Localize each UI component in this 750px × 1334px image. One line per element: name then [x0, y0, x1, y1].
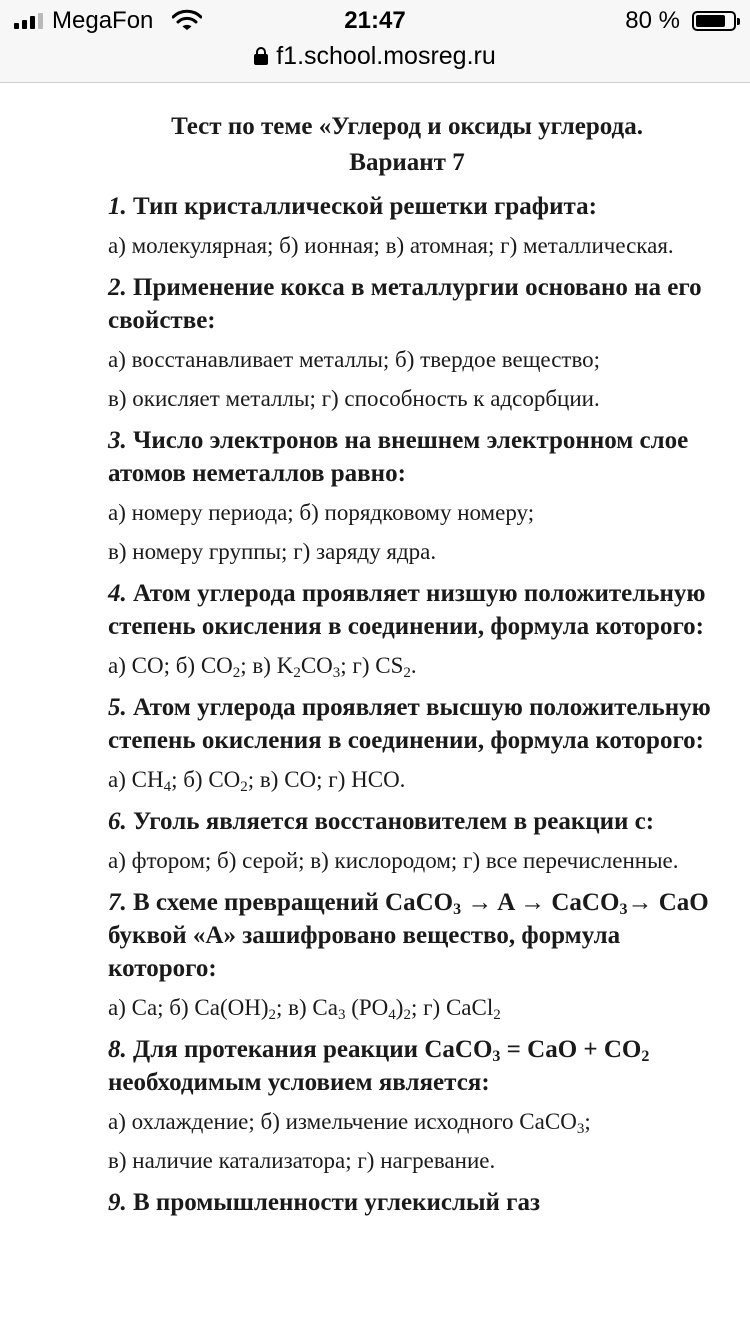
answer-options: в) наличие катализатора; г) нагревание.	[108, 1148, 496, 1173]
subscript: 2	[232, 665, 241, 681]
subscript: 3	[492, 1048, 501, 1065]
subscript: 4	[163, 779, 172, 795]
subscript: 3	[453, 901, 462, 918]
document	[108, 109, 718, 1219]
subscript: 2	[493, 1007, 501, 1023]
question-text: Атом углерода проявляет низшую положительную степень окисления в соединении, формула которого:	[108, 580, 706, 640]
subscript: 3	[337, 1007, 346, 1023]
answer-options: а) фтором; б) серой; в) кислородом; г) все перечисленные.	[108, 848, 679, 873]
subscript: 3	[576, 1121, 585, 1137]
question-number: 1.	[108, 193, 127, 220]
answer-options: а) восстанавливает металлы; б) твердое вещество;	[108, 347, 601, 372]
question-5	[108, 691, 718, 757]
question-list	[108, 190, 718, 1219]
answer-options: а) молекулярная; б) ионная; в) атомная; г) металлическая.	[108, 233, 674, 258]
subscript: 2	[403, 1007, 411, 1023]
answer-options: а) охлаждение; б) измельчение исходного CaCO$_3$;	[108, 1109, 591, 1137]
question-number: 6.	[108, 808, 127, 835]
question-text: Число электронов на внешнем электронном слое атомов неметаллов равно:	[108, 427, 689, 487]
question-number: 3.	[108, 427, 127, 454]
url-text: f1.school.mosreg.ru	[276, 41, 496, 70]
battery-fill	[696, 15, 725, 27]
question-1	[108, 190, 718, 223]
question-6	[108, 805, 718, 838]
question-7	[108, 886, 718, 985]
question-2	[108, 271, 718, 337]
question-number: 5.	[108, 694, 127, 721]
carrier-name: MegaFon	[52, 7, 154, 34]
question-8	[108, 1033, 718, 1099]
question-number: 4.	[108, 580, 127, 607]
subscript: 2	[268, 1007, 277, 1023]
answer-options: в) окисляет металлы; г) способность к адсорбции.	[108, 386, 600, 411]
answer-options: в) номеру группы; г) заряду ядра.	[108, 539, 437, 564]
question-text: Тип кристаллической решетки графита:	[133, 193, 597, 220]
variant-title: Вариант 7	[349, 149, 465, 176]
question-number: 8.	[108, 1036, 127, 1063]
question-4	[108, 577, 718, 643]
lock-icon	[254, 47, 268, 65]
question-number: 7.	[108, 889, 127, 916]
question-9	[108, 1186, 718, 1219]
question-text: Уголь является восстановителем в реакции с:	[133, 808, 655, 835]
status-bar	[0, 0, 750, 40]
question-text: Атом углерода проявляет высшую положительную степень окисления в соединении, формула которого:	[108, 694, 711, 754]
question-text: Применение кокса в металлургии основано на его свойстве:	[108, 274, 702, 334]
answer-options: а) CO; б) $CO_2$; в) $K_2CO_3$; г) $CS_2$.	[108, 653, 417, 681]
address-bar[interactable]	[0, 40, 750, 72]
subscript: 3	[332, 665, 341, 681]
subscript: 2	[240, 779, 248, 795]
question-text: В схеме превращений CaCO$_3$ → A → CaCO$_3$→ CaO буквой «А» зашифровано вещество, формула которого:	[108, 889, 709, 982]
browser-chrome	[0, 0, 750, 83]
subscript: 2	[641, 1048, 650, 1065]
subscript: 4	[388, 1007, 396, 1023]
answer-options: а) $CH_4$; б) $CO_2$; в) CO; г) HCO.	[108, 767, 406, 795]
answer-options: а) Ca; б) $Ca(OH)_2$; в) $Ca_3$ $(PO_4)_2$; г) CaCl$_2$	[108, 995, 501, 1023]
battery-percent: 80 %	[625, 7, 680, 34]
question-text: Для протекания реакции CaCO$_3$ = CaO + $CO_2$ необходимым условием является:	[108, 1036, 650, 1096]
subscript: 2	[403, 665, 411, 681]
question-number: 2.	[108, 274, 127, 301]
question-number: 9.	[108, 1189, 127, 1216]
question-3	[108, 424, 718, 490]
answer-options: а) номеру периода; б) порядковому номеру;	[108, 500, 535, 525]
test-title: Тест по теме «Углерод и оксиды углерода.	[171, 113, 643, 140]
clock: 21:47	[344, 7, 406, 34]
battery-icon	[692, 11, 736, 31]
subscript: 2	[293, 665, 301, 681]
question-text: В промышленности углекислый газ	[133, 1189, 541, 1216]
subscript: 3	[619, 901, 628, 918]
